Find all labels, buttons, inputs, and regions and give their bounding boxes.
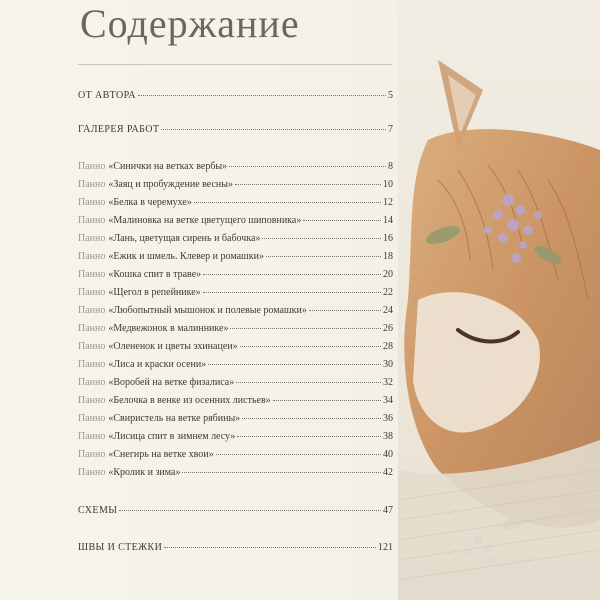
toc-page-number: 38 bbox=[383, 431, 393, 442]
toc-page-number: 12 bbox=[383, 197, 393, 208]
toc-entry-label: «Синички на ветках вербы» bbox=[108, 161, 228, 172]
toc-entry-label: «Любопытный мышонок и полевые ромашки» bbox=[108, 305, 307, 316]
toc-page-number: 121 bbox=[378, 542, 393, 553]
dot-leader bbox=[164, 547, 376, 548]
toc-page-number: 14 bbox=[383, 215, 393, 226]
toc-entry-label: «Малиновка на ветке цветущего шиповника» bbox=[108, 215, 302, 226]
toc-entry-label: «Кошка спит в траве» bbox=[108, 269, 202, 280]
toc-page-number: 30 bbox=[383, 359, 393, 370]
toc-entry-panel[interactable] bbox=[78, 250, 393, 264]
toc-entry-label: «Белочка в венке из осенних листьев» bbox=[108, 395, 271, 406]
toc-entry-prefix: Панно bbox=[78, 161, 106, 172]
toc-entry-panel[interactable] bbox=[78, 376, 393, 390]
toc-entry-prefix: Панно bbox=[78, 431, 106, 442]
dot-leader bbox=[262, 238, 381, 239]
toc-entry-label: «Лисица спит в зимнем лесу» bbox=[108, 431, 236, 442]
toc-page-number: 36 bbox=[383, 413, 393, 424]
toc-entry-prefix: Панно bbox=[78, 395, 106, 406]
toc-entry-label: СХЕМЫ bbox=[78, 505, 118, 516]
toc-entry-prefix: Панно bbox=[78, 179, 106, 190]
dot-leader bbox=[119, 510, 381, 511]
toc-entry-prefix: Панно bbox=[78, 269, 106, 280]
toc-entry-prefix: Панно bbox=[78, 413, 106, 424]
dot-leader bbox=[236, 382, 381, 383]
toc-entry-label: «Воробей на ветке физалиса» bbox=[108, 377, 235, 388]
dot-leader bbox=[194, 202, 381, 203]
toc-entry-label: «Лань, цветущая сирень и бабочка» bbox=[108, 233, 261, 244]
toc-entry-label: ГАЛЕРЕЯ РАБОТ bbox=[78, 124, 160, 135]
toc-entry-prefix: Панно bbox=[78, 287, 106, 298]
toc-entry-gallery[interactable] bbox=[78, 123, 393, 137]
toc-entry-panel[interactable] bbox=[78, 196, 393, 210]
dot-leader bbox=[266, 256, 381, 257]
toc-entry-panel[interactable] bbox=[78, 286, 393, 300]
toc-page-number: 42 bbox=[383, 467, 393, 478]
toc-entry-panel[interactable] bbox=[78, 412, 393, 426]
toc-entry-label: «Белка в черемухе» bbox=[108, 197, 192, 208]
toc-entry-label: «Медвежонок в малиннике» bbox=[108, 323, 229, 334]
toc-entry-label: ОТ АВТОРА bbox=[78, 90, 136, 101]
toc-entry-prefix: Панно bbox=[78, 215, 106, 226]
toc-entry-panel[interactable] bbox=[78, 178, 393, 192]
dot-leader bbox=[309, 310, 381, 311]
toc-page-number: 10 bbox=[383, 179, 393, 190]
toc-page-number: 26 bbox=[383, 323, 393, 334]
toc-entry-stitches[interactable] bbox=[78, 541, 393, 555]
dot-leader bbox=[182, 472, 381, 473]
toc-entry-panel[interactable] bbox=[78, 430, 393, 444]
toc-entry-label: «Лиса и краски осени» bbox=[108, 359, 207, 370]
toc-page-number: 18 bbox=[383, 251, 393, 262]
toc-page-number: 28 bbox=[383, 341, 393, 352]
embroidery-fox-illustration bbox=[398, 0, 600, 600]
toc-page-number: 5 bbox=[388, 90, 393, 101]
toc-entry-prefix: Панно bbox=[78, 197, 106, 208]
toc-entry-label: «Свиристель на ветке рябины» bbox=[108, 413, 241, 424]
dot-leader bbox=[273, 400, 381, 401]
title-divider bbox=[78, 64, 392, 65]
toc-entry-panel[interactable] bbox=[78, 448, 393, 462]
dot-leader bbox=[237, 436, 381, 437]
toc-page-number: 32 bbox=[383, 377, 393, 388]
toc-entry-prefix: Панно bbox=[78, 377, 106, 388]
dot-leader bbox=[235, 184, 381, 185]
toc-entry-prefix: Панно bbox=[78, 467, 106, 478]
toc-entry-prefix: Панно bbox=[78, 233, 106, 244]
dot-leader bbox=[229, 166, 386, 167]
toc-entry-panel[interactable] bbox=[78, 358, 393, 372]
toc-entry-panel[interactable] bbox=[78, 268, 393, 282]
toc-entry-panel[interactable] bbox=[78, 322, 393, 336]
dot-leader bbox=[242, 418, 381, 419]
toc-entry-label: «Заяц и пробуждение весны» bbox=[108, 179, 233, 190]
toc-entry-prefix: Панно bbox=[78, 323, 106, 334]
toc-entry-label: «Ежик и шмель. Клевер и ромашки» bbox=[108, 251, 264, 262]
dot-leader bbox=[240, 346, 381, 347]
dot-leader bbox=[216, 454, 381, 455]
page-title: Содержание bbox=[80, 1, 300, 46]
toc-entry-prefix: Панно bbox=[78, 449, 106, 460]
toc-page-number: 34 bbox=[383, 395, 393, 406]
toc-entry-panel[interactable] bbox=[78, 232, 393, 246]
toc-entry-label: «Кролик и зима» bbox=[108, 467, 181, 478]
dot-leader bbox=[161, 129, 386, 130]
dot-leader bbox=[230, 328, 381, 329]
dot-leader bbox=[203, 274, 381, 275]
toc-entry-label: ШВЫ И СТЕЖКИ bbox=[78, 542, 163, 553]
toc-entry-label: «Олененок и цветы эхинацеи» bbox=[108, 341, 238, 352]
dot-leader bbox=[203, 292, 381, 293]
toc-entry-schemes[interactable] bbox=[78, 504, 393, 518]
toc-page-number: 22 bbox=[383, 287, 393, 298]
toc-entry-label: «Щегол в репейнике» bbox=[108, 287, 201, 298]
dot-leader bbox=[303, 220, 381, 221]
toc-entry-prefix: Панно bbox=[78, 359, 106, 370]
toc-entry-prefix: Панно bbox=[78, 305, 106, 316]
toc-entry-author[interactable] bbox=[78, 89, 393, 103]
toc-entry-panel[interactable] bbox=[78, 466, 393, 480]
toc-entry-label: «Снегирь на ветке хвои» bbox=[108, 449, 214, 460]
toc-page-number: 24 bbox=[383, 305, 393, 316]
toc-entry-prefix: Панно bbox=[78, 251, 106, 262]
toc-page-number: 16 bbox=[383, 233, 393, 244]
toc-entry-panel[interactable] bbox=[78, 340, 393, 354]
toc-page-number: 8 bbox=[388, 161, 393, 172]
toc-page-number: 40 bbox=[383, 449, 393, 460]
toc-entry-panel[interactable] bbox=[78, 304, 393, 318]
toc-entry-panel[interactable] bbox=[78, 214, 393, 228]
dot-leader bbox=[208, 364, 381, 365]
toc-page-number: 20 bbox=[383, 269, 393, 280]
toc-entry-panel[interactable] bbox=[78, 160, 393, 174]
toc-entry-prefix: Панно bbox=[78, 341, 106, 352]
toc-page-number: 7 bbox=[388, 124, 393, 135]
toc-page-number: 47 bbox=[383, 505, 393, 516]
toc-entry-panel[interactable] bbox=[78, 394, 393, 408]
dot-leader bbox=[138, 95, 386, 96]
